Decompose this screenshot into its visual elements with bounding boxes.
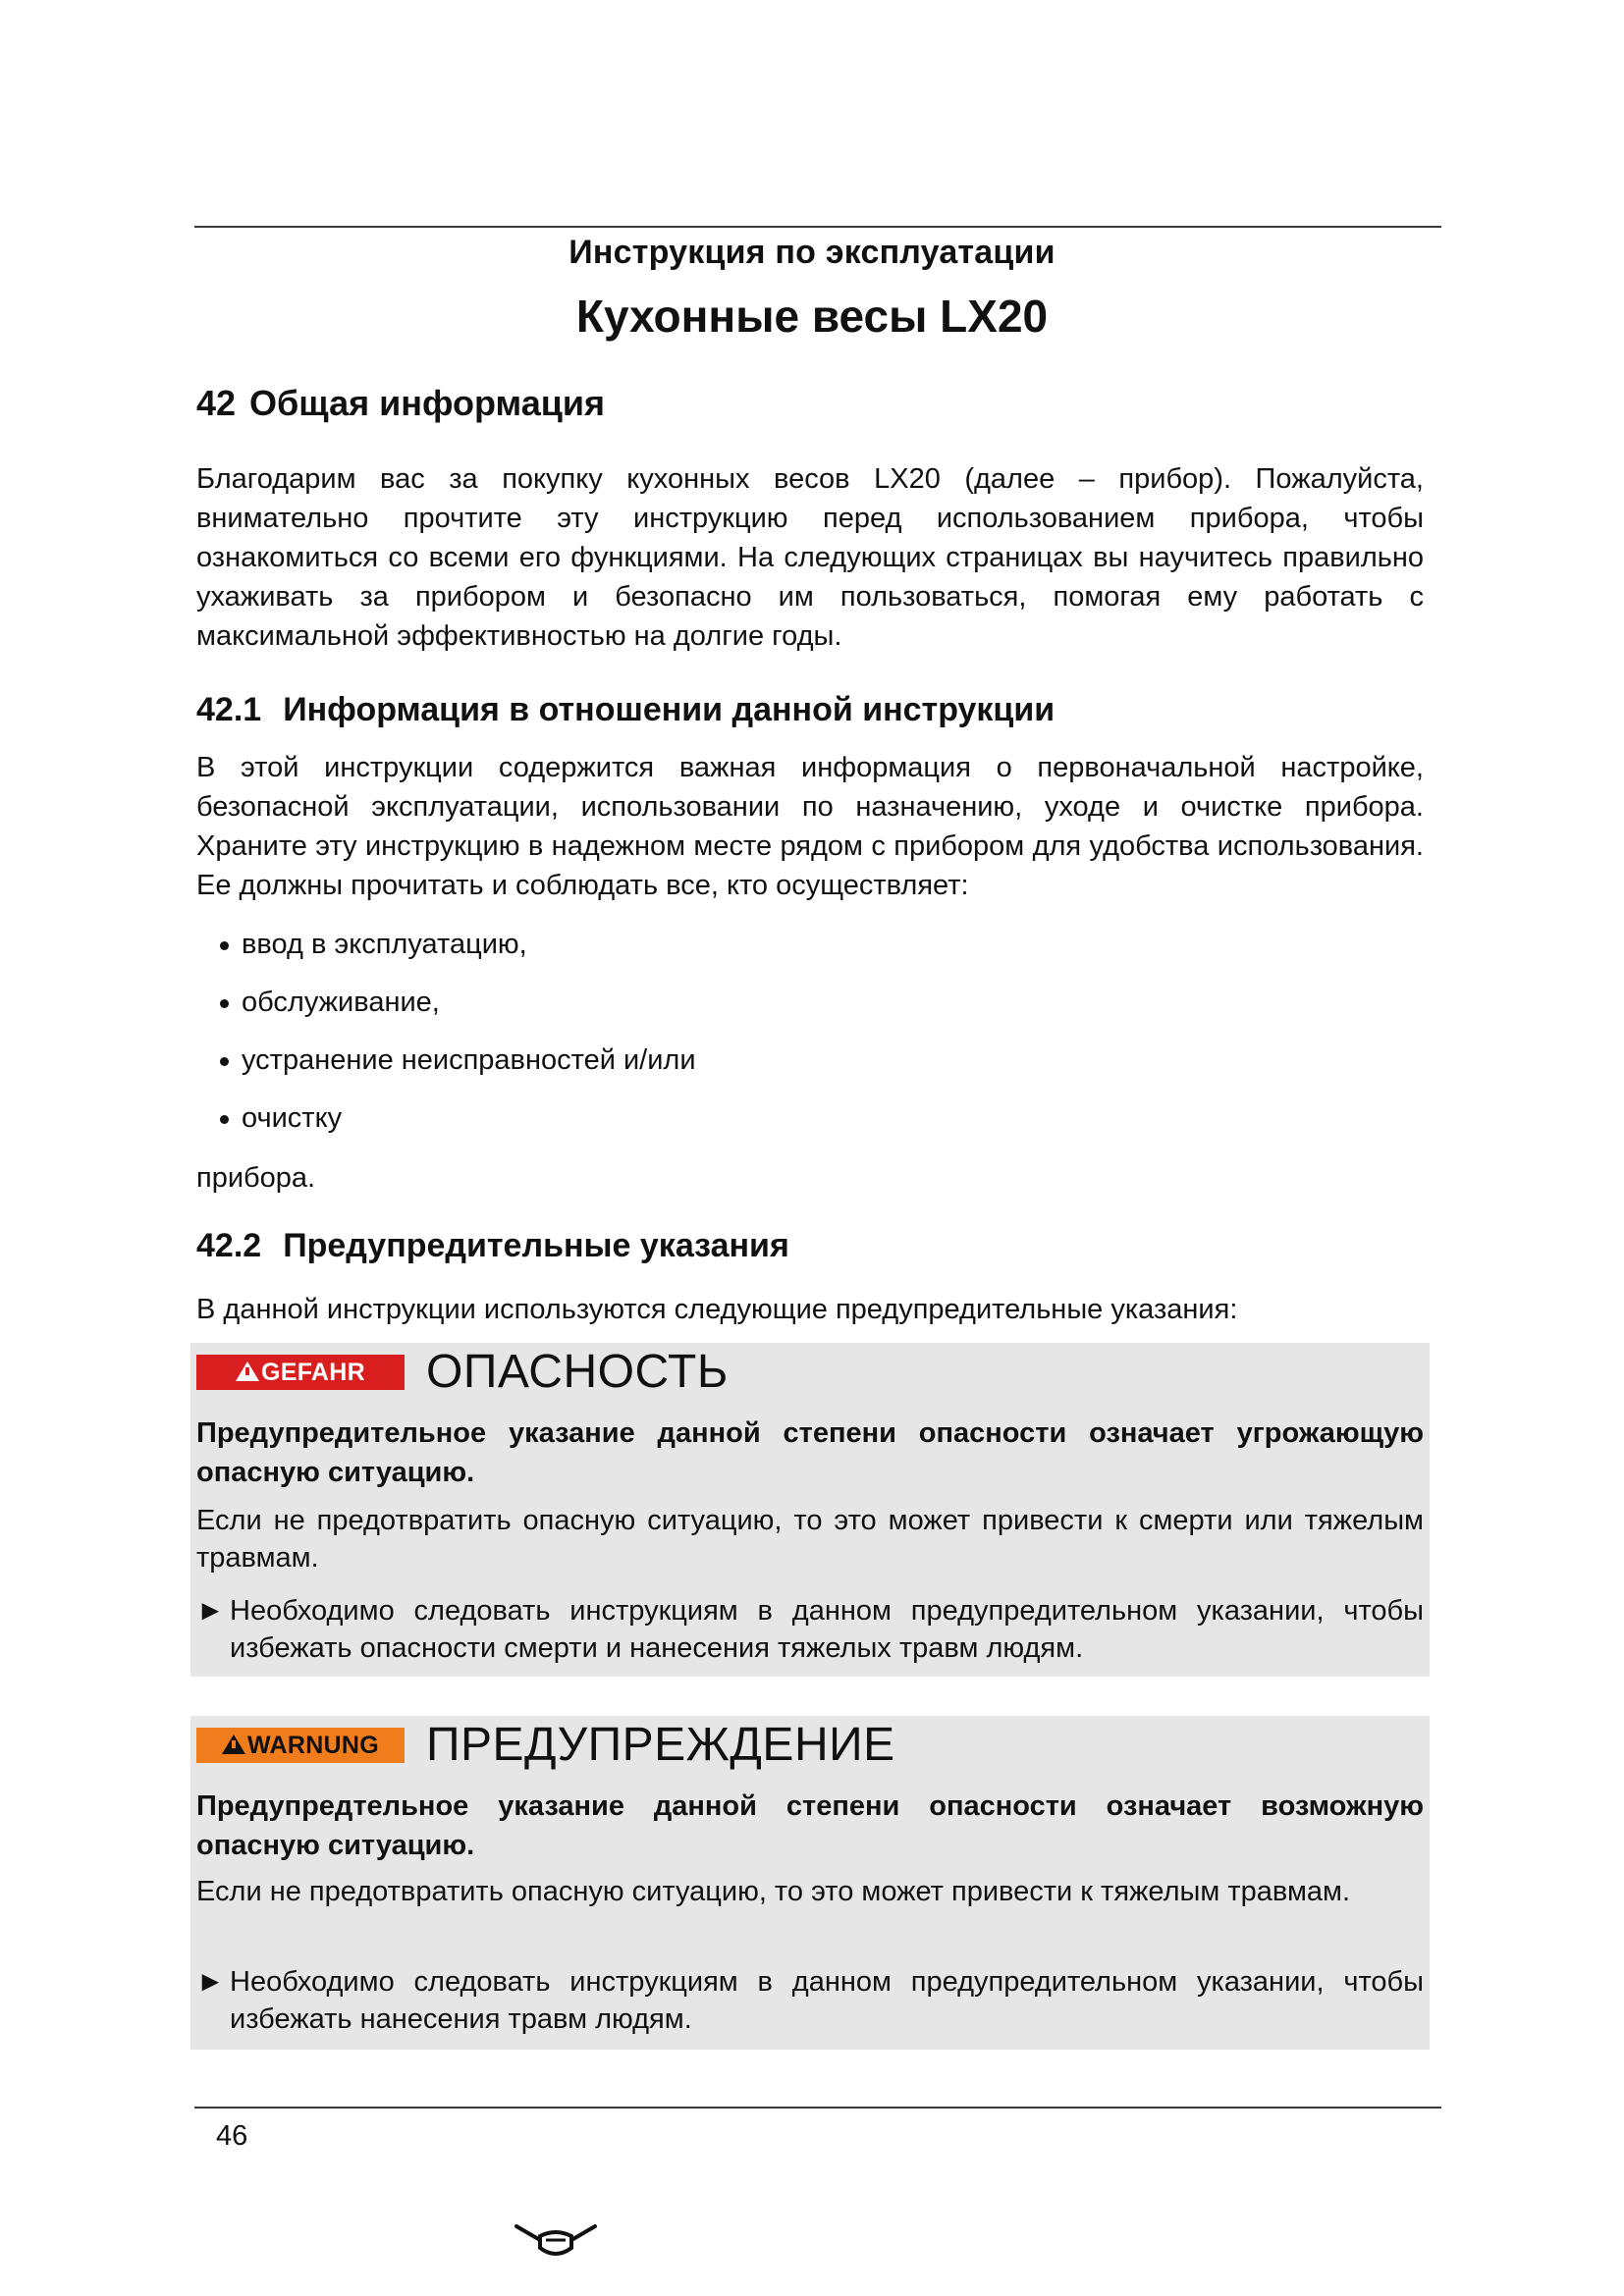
danger-definition: Предупредительное указание данной степени опасности означает угрожающую опасную ситуацию. bbox=[196, 1417, 1424, 1488]
bullet-icon bbox=[220, 1057, 229, 1066]
warning-badge: WARNUNG bbox=[196, 1728, 405, 1763]
section-number: 42.2 bbox=[196, 1227, 262, 1264]
warning-title: ПРЕДУПРЕЖДЕНИЕ bbox=[426, 1719, 895, 1771]
header-rule bbox=[194, 226, 1441, 228]
info-paragraph: В этой инструкции содержится важная информация о первоначальной настройке, безопасной эксплуатации, использовании по назначению, уходе и очистке прибора. Храните эту инструкцию в надежном месте рядом с прибором для удобства использования. Ее должны прочитать и соблюдать все, кто осуществляет: bbox=[196, 752, 1424, 901]
section-number: 42 bbox=[196, 383, 237, 423]
list-item: обслуживание, bbox=[242, 983, 696, 1041]
danger-consequence: Если не предотвратить опасную ситуацию, то это может привести к смерти или тяжелым травмам. bbox=[196, 1505, 1424, 1574]
danger-instruction bbox=[196, 1592, 1424, 1667]
danger-notice bbox=[190, 1343, 1430, 1677]
warnings-intro-paragraph: В данной инструкции используются следующие предупредительные указания: bbox=[196, 1294, 1238, 1325]
list-item: очистку bbox=[242, 1098, 696, 1156]
danger-badge: GEFAHR bbox=[196, 1355, 405, 1390]
section-number: 42.1 bbox=[196, 691, 262, 728]
bullet-icon bbox=[220, 999, 229, 1008]
warning-instruction bbox=[196, 1963, 1424, 2038]
step-arrow-icon: ► bbox=[196, 1966, 225, 1998]
danger-title: ОПАСНОСТЬ bbox=[426, 1346, 729, 1398]
warning-consequence: Если не предотвратить опасную ситуацию, то это может привести к тяжелым травмам. bbox=[196, 1876, 1351, 1907]
warning-notice bbox=[190, 1716, 1430, 2050]
intro-paragraph: Благодарим вас за покупку кухонных весов LX20 (далее – прибор). Пожалуйста, внимательно прочтите эту инструкцию перед использованием прибора, чтобы ознакомиться со всеми его функциями. На следующих страницах вы научитесь правильно ухаживать за прибором и безопасно им пользоваться, помогая ему работать с максимальной эффективностью на долгие годы. bbox=[196, 463, 1424, 652]
list-item: ввод в эксплуатацию, bbox=[242, 925, 696, 983]
warning-instruction-text: Необходимо следовать инструкциям в данном предупредительном указании, чтобы избежать нанесения травм людям. bbox=[230, 1966, 1424, 2035]
page-number: 46 bbox=[216, 2120, 248, 2152]
document-kind: Инструкция по эксплуатации bbox=[568, 234, 1056, 271]
brand-logo-icon bbox=[511, 2216, 601, 2264]
audience-list bbox=[242, 925, 696, 1156]
warning-triangle-icon bbox=[222, 1735, 245, 1754]
document-title: Кухонные весы LX20 bbox=[575, 291, 1049, 342]
section-title: Предупредительные указания bbox=[283, 1227, 789, 1264]
bullet-icon bbox=[220, 1115, 229, 1124]
list-tail-text: прибора. bbox=[196, 1162, 316, 1194]
section-title: Информация в отношении данной инструкции bbox=[283, 691, 1056, 728]
footer-rule bbox=[194, 2107, 1441, 2109]
step-arrow-icon: ► bbox=[196, 1595, 225, 1627]
section-42-1-heading bbox=[196, 691, 1055, 729]
section-title: Общая информация bbox=[249, 383, 605, 423]
warning-definition: Предупредтельное указание данной степени опасности означает возможную опасную ситуацию. bbox=[196, 1790, 1424, 1861]
list-item: устранение неисправностей и/или bbox=[242, 1041, 696, 1098]
section-42-2-heading bbox=[196, 1227, 789, 1265]
bullet-icon bbox=[220, 941, 229, 950]
warning-triangle-icon bbox=[236, 1362, 259, 1381]
section-42-heading bbox=[196, 383, 605, 424]
danger-instruction-text: Необходимо следовать инструкциям в данном предупредительном указании, чтобы избежать опасности смерти и нанесения тяжелых травм людям. bbox=[230, 1595, 1424, 1664]
